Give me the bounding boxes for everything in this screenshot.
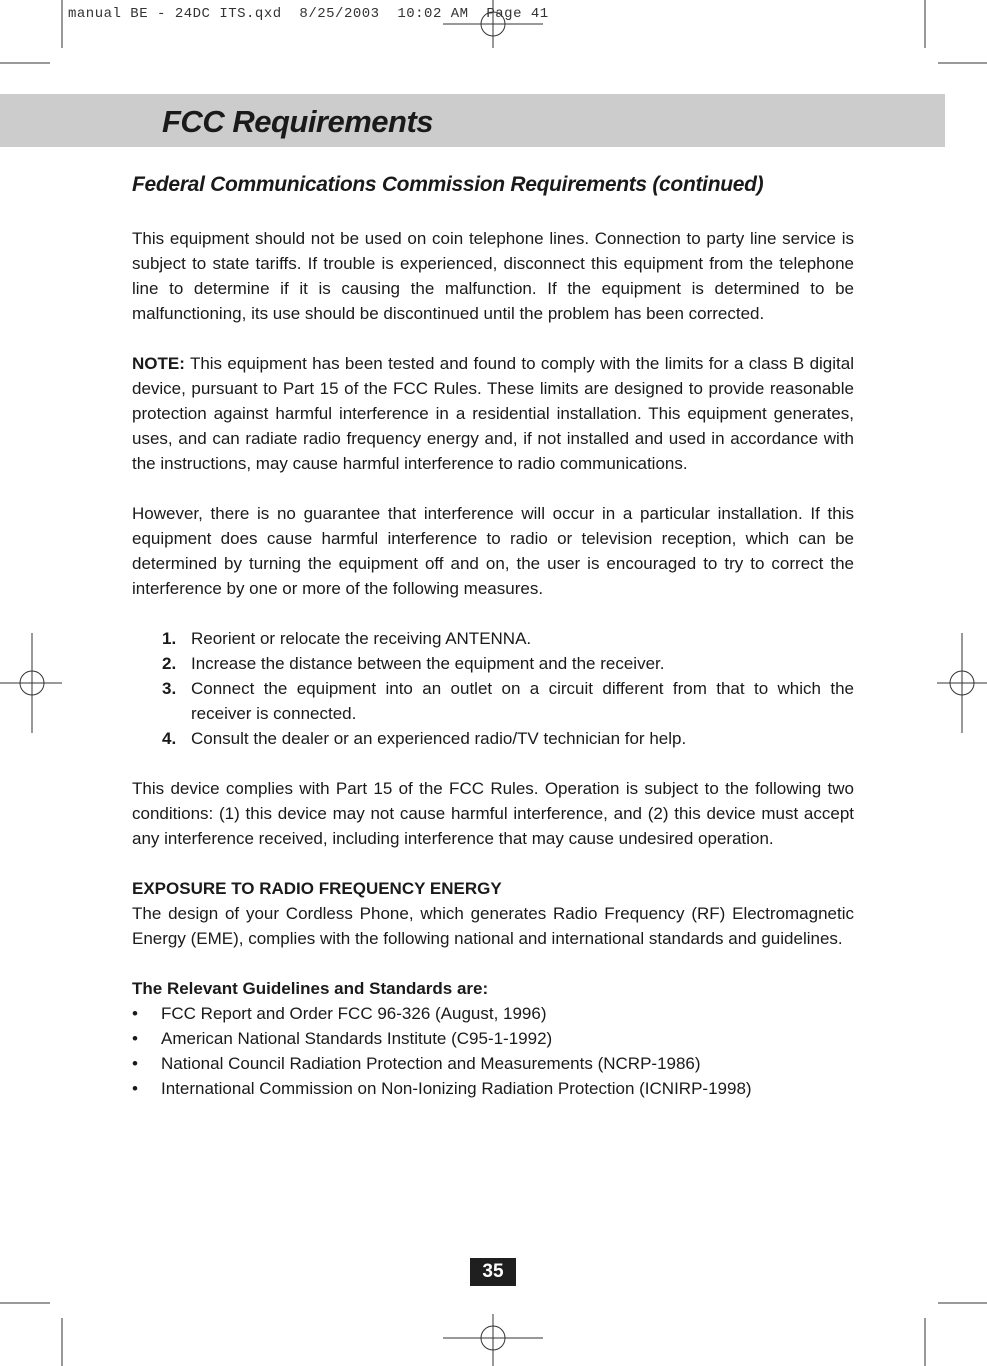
bullet-icon: • bbox=[132, 1079, 138, 1098]
measures-list bbox=[132, 626, 854, 751]
list-item bbox=[162, 726, 854, 751]
registration-mark-top bbox=[443, 0, 543, 48]
exposure-text: The design of your Cordless Phone, which generates Radio Frequency (RF) Electromagnetic Energy (EME), complies with the following national and international standards and guidelines. bbox=[132, 904, 854, 948]
list-item-text: Connect the equipment into an outlet on a circuit different from that to which the receiver is connected. bbox=[191, 679, 854, 723]
list-item-text: Consult the dealer or an experienced radio/TV technician for help. bbox=[191, 729, 687, 748]
list-item bbox=[162, 676, 854, 726]
list-item-text: American National Standards Institute (C95-1-1992) bbox=[161, 1029, 553, 1048]
section-title: Federal Communications Commission Requirements (continued) bbox=[132, 173, 764, 196]
list-item-text: Reorient or relocate the receiving ANTENNA. bbox=[191, 629, 532, 648]
paragraph-note bbox=[132, 351, 854, 476]
paragraph-part15: This device complies with Part 15 of the FCC Rules. Operation is subject to the following two conditions: (1) this device may not cause harmful interference, and (2) this device must accept any interference received, including interference that may cause undesired operation. bbox=[132, 779, 854, 848]
list-item-text: International Commission on Non-Ionizing Radiation Protection (ICNIRP-1998) bbox=[161, 1079, 752, 1098]
main-content bbox=[132, 170, 854, 1101]
list-item bbox=[132, 1001, 854, 1026]
list-item-text: Increase the distance between the equipment and the receiver. bbox=[191, 654, 665, 673]
list-item bbox=[132, 1051, 854, 1076]
list-item-text: National Council Radiation Protection and Measurements (NCRP-1986) bbox=[161, 1054, 701, 1073]
registration-mark-left bbox=[0, 633, 62, 733]
guidelines-heading: The Relevant Guidelines and Standards are: bbox=[132, 979, 489, 998]
registration-mark-right bbox=[937, 633, 987, 733]
page-header-title: FCC Requirements bbox=[162, 104, 434, 139]
list-item-number: 4. bbox=[162, 729, 177, 748]
guidelines-list bbox=[132, 1001, 854, 1101]
list-item bbox=[132, 1076, 854, 1101]
header-band bbox=[0, 94, 945, 147]
list-item-number: 1. bbox=[162, 629, 177, 648]
list-item-number: 3. bbox=[162, 679, 177, 698]
bullet-icon: • bbox=[132, 1029, 138, 1048]
exposure-heading: EXPOSURE TO RADIO FREQUENCY ENERGY bbox=[132, 879, 502, 898]
bullet-icon: • bbox=[132, 1004, 138, 1023]
paragraph-coin-lines: This equipment should not be used on coin telephone lines. Connection to party line service is subject to state tariffs. If trouble is experienced, disconnect this equipment from the telephone line to determine if it is causing the malfunction. If the equipment is determined to be malfunctioning, its use should be discontinued until the problem has been corrected. bbox=[132, 229, 854, 323]
note-text: This equipment has been tested and found to comply with the limits for a class B digital device, pursuant to Part 15 of the FCC Rules. These limits are designed to provide reasonable protection against harmful interference in a residential installation. This equipment generates, uses, and can radiate radio frequency energy and, if not installed and used in accordance with the instructions, may cause harmful interference to radio communications. bbox=[132, 354, 854, 473]
list-item-text: FCC Report and Order FCC 96-326 (August, 1996) bbox=[161, 1004, 547, 1023]
list-item bbox=[162, 626, 854, 651]
registration-mark-bottom bbox=[443, 1314, 543, 1366]
note-label: NOTE: bbox=[132, 354, 185, 373]
printer-slug-line: manual BE - 24DC ITS.qxd 8/25/2003 10:02 AM Page 41 bbox=[68, 6, 549, 22]
paragraph-interference: However, there is no guarantee that interference will occur in a particular installation. If this equipment does cause harmful interference to radio or television reception, which can be determined by turning the equipment off and on, the user is encouraged to try to correct the interference by one or more of the following measures. bbox=[132, 504, 854, 598]
bullet-icon: • bbox=[132, 1054, 138, 1073]
list-item bbox=[162, 651, 854, 676]
list-item bbox=[132, 1026, 854, 1051]
page-number: 35 bbox=[470, 1258, 516, 1286]
list-item-number: 2. bbox=[162, 654, 177, 673]
